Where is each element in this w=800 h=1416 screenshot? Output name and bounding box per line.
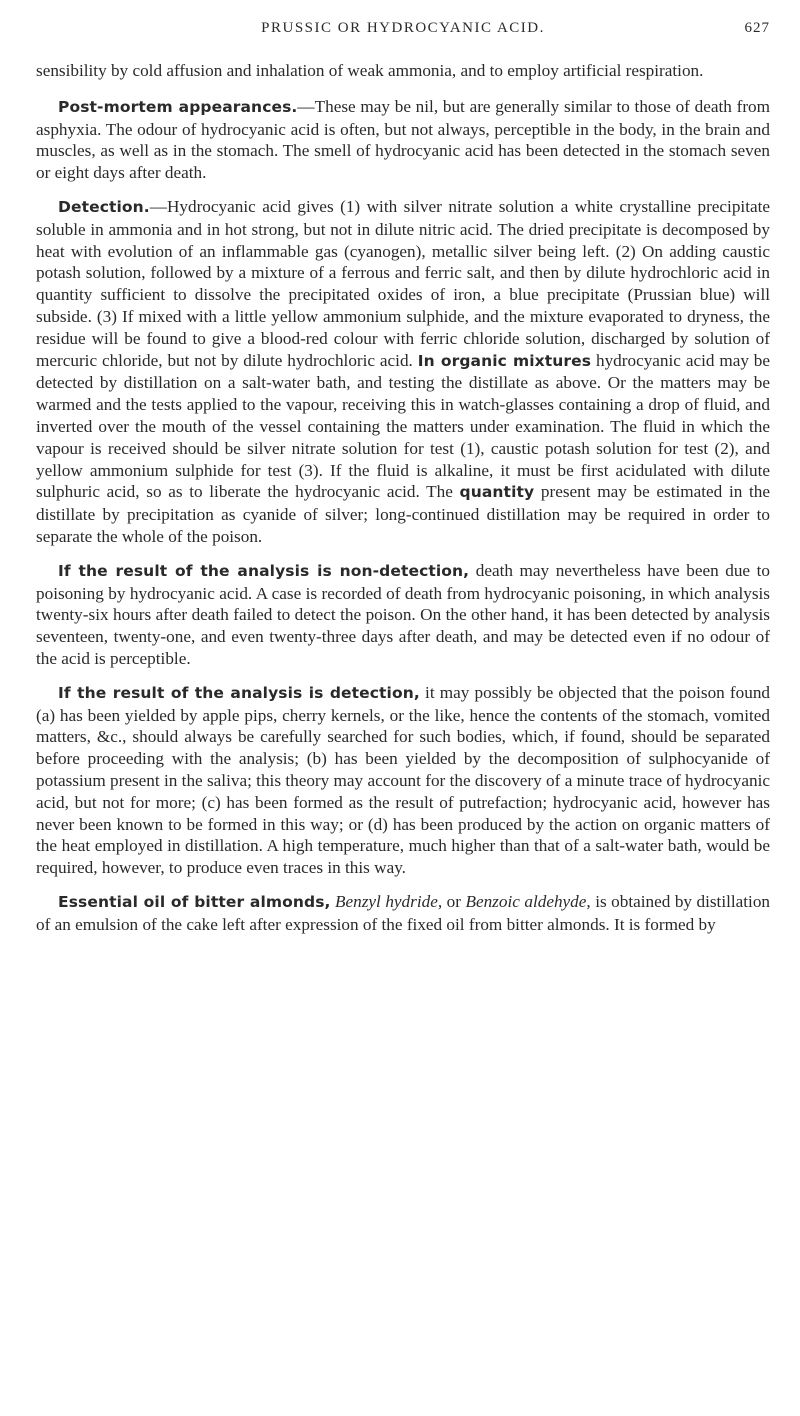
paragraph-detection-result bbox=[36, 682, 770, 879]
heading-organic-mixtures: In organic mixtures bbox=[417, 351, 592, 370]
heading-non-detection: If the result of the analysis is non-detection, bbox=[58, 561, 470, 580]
heading-detection: Detection. bbox=[58, 197, 150, 216]
running-title: PRUSSIC OR HYDROCYANIC ACID. bbox=[261, 20, 545, 36]
book-page bbox=[36, 18, 770, 947]
detection-result-text: it may possibly be objected that the poison found (a) has been yielded by apple pips, cherry kernels, or the like, hence the contents of the stomach, vomited matters, &c., should always be carefully searched for such bodies, which, if found, should be separated before proceeding with the analysis; (b) has been yielded by the decomposition of sulphocyanide of potassium present in the saliva; this theory may account for the discovery of a minute trace of hydrocyanic acid, but not for more; (c) has been formed as the result of putrefaction; hydrocyanic acid, however has never been known to be formed in this way; or (d) has been produced by the action on organic matters of the heat employed in distillation. A high temperature, much higher than that of a salt-water bath, would be required, however, to produce even traces in this way. bbox=[36, 682, 771, 878]
paragraph-essential-oil bbox=[36, 891, 770, 936]
quantity-text: present may be estimated in the distillate by precipitation as cyanide of silver; long-continued distillation may be required in order to separate the whole of the poison. bbox=[36, 482, 770, 546]
paragraph-post-mortem bbox=[36, 96, 770, 184]
heading-detection-result: If the result of the analysis is detection, bbox=[58, 683, 420, 702]
page-header bbox=[36, 18, 770, 48]
organic-mixtures-text: hydrocyanic acid may be detected by distillation on a salt-water bath, and testing the distillate as above. Or the matters may be warmed and the tests applied to the vapour, receiving this in watch-glasses containing a drop of fluid, and inverted over the mouth of the vessel containing the matters under examination. The fluid in which the vapour is received should be silver nitrate solution for test (1), caustic potash solution for test (2), and yellow ammonium sulphide for test (3). If the fluid is alkaline, it must be first acidulated with dilute sulphuric acid, so as to liberate the hydrocyanic acid. The bbox=[36, 350, 771, 502]
italic-benzyl-hydride: Benzyl hydride, bbox=[335, 891, 443, 911]
paragraph-continuation bbox=[36, 60, 770, 82]
post-mortem-text: —These may be nil, but are generally similar to those of death from asphyxia. The odour of hydrocyanic acid is often, but not always, perceptible in the body, in the brain and muscles, as well as in the stomach. The smell of hydrocyanic acid has been detected in the stomach seven or eight days after death. bbox=[36, 96, 771, 183]
paragraph-non-detection bbox=[36, 560, 770, 670]
page-number: 627 bbox=[744, 20, 770, 36]
essential-oil-text: is obtained by distillation of an emulsion of the cake left after expression of the fixed oil from bitter almonds. It is formed by bbox=[36, 891, 771, 934]
paragraph-detection bbox=[36, 196, 770, 548]
continuation-text: sensibility by cold affusion and inhalation of weak ammonia, and to employ artificial respiration. bbox=[36, 61, 704, 80]
word-or: or bbox=[446, 891, 461, 911]
heading-essential-oil: Essential oil of bitter almonds, bbox=[58, 892, 331, 911]
heading-quantity: quantity bbox=[459, 483, 535, 502]
non-detection-text: death may nevertheless have been due to poisoning by hydrocyanic acid. A case is recorded of death from hydrocyanic poisoning, in which analysis twenty-six hours after death failed to detect the poison. On the other hand, it has been detected by analysis seventeen, twenty-one, and even twenty-three days after death, and may be detected even if no odour of the acid is perceptible. bbox=[36, 560, 770, 668]
italic-benzoic-aldehyde: Benzoic aldehyde, bbox=[465, 891, 591, 911]
detection-text: —Hydrocyanic acid gives (1) with silver nitrate solution a white crystalline precipitate soluble in ammonia and in hot strong, but not in dilute nitric acid. The dried precipitate is decomposed by heat with evolution of an inflammable gas (cyanogen), metallic silver being left. (2) On adding caustic potash solution, followed by a mixture of a ferrous and ferric salt, and then by dilute hydrochloric acid in quantity sufficient to dissolve the precipitated oxides of iron, a blue precipitate (Prussian blue) will subside. (3) If mixed with a little yellow ammonium sulphide, and the mixture evaporated to dryness, the residue will be found to give a blood-red colour with ferric chloride solution, discharged by solution of mercuric chloride, but not by dilute hydrochloric acid. bbox=[36, 196, 770, 370]
heading-post-mortem: Post-mortem appearances. bbox=[58, 97, 298, 116]
